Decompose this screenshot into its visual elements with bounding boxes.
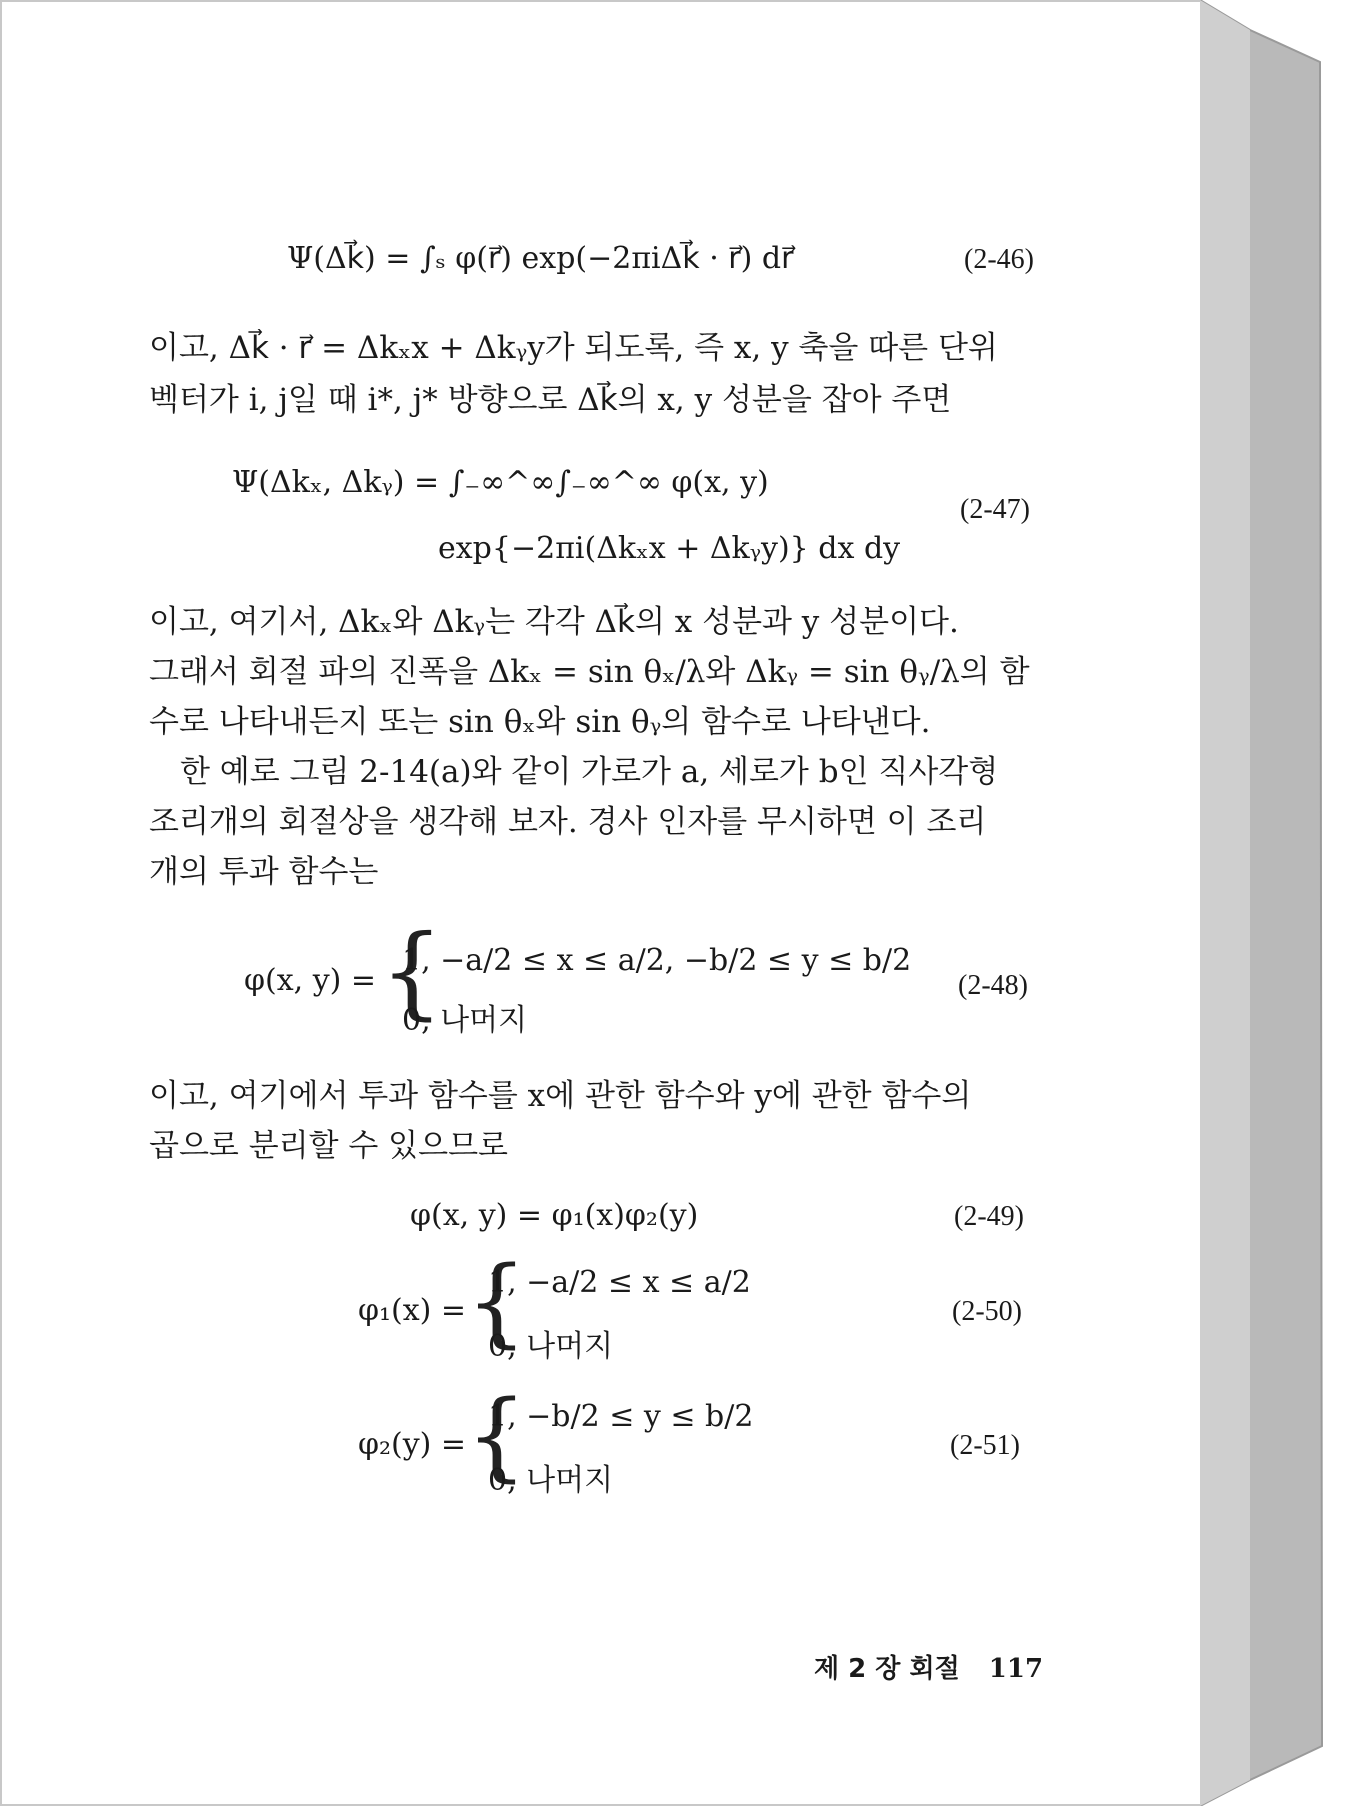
equation-2-49: φ(x, y) = φ₁(x)φ₂(y) xyxy=(410,1198,699,1233)
equation-number: (2-50) xyxy=(952,1296,1022,1327)
equation-number: (2-49) xyxy=(954,1201,1024,1232)
equation-number: (2-47) xyxy=(960,494,1030,525)
brace-icon: { xyxy=(380,913,444,1030)
equation-2-50-case2: 0, 나머지 xyxy=(488,1329,614,1364)
equation-text: Ψ(Δk⃗) = ∫ₛ φ(r⃗) exp(−2πiΔk⃗ · r⃗) dr⃗ xyxy=(287,241,794,276)
equation-2-48-case2: 0, 나머지 xyxy=(402,1003,528,1038)
equation-2-48-lhs: φ(x, y) = xyxy=(244,963,377,998)
chapter-title: 제 2 장 회절 xyxy=(814,1654,960,1684)
equation-2-51-case2: 0, 나머지 xyxy=(488,1463,614,1498)
paragraph-line: 수로 나타내든지 또는 sin θₓ와 sin θᵧ의 함수로 나타낸다. xyxy=(149,704,931,740)
equation-2-46 xyxy=(287,240,793,278)
equation-2-50-case1: 1, −a/2 ≤ x ≤ a/2 xyxy=(488,1265,751,1300)
equation-2-51-lhs: φ₂(y) = xyxy=(358,1427,467,1462)
paragraph-line: 조리개의 회절상을 생각해 보자. 경사 인자를 무시하면 이 조리 xyxy=(149,804,987,840)
equation-number: (2-51) xyxy=(950,1430,1020,1461)
equation-2-48-case1: 1, −a/2 ≤ x ≤ a/2, −b/2 ≤ y ≤ b/2 xyxy=(402,943,912,978)
equation-2-50-lhs: φ₁(x) = xyxy=(358,1293,467,1328)
brace-icon: { xyxy=(466,1380,528,1492)
paragraph-line: 벡터가 i, j일 때 i*, j* 방향으로 Δk⃗의 x, y 성분을 잡아 주면 xyxy=(149,382,952,418)
paragraph-line: 이고, 여기에서 투과 함수를 x에 관한 함수와 y에 관한 함수의 xyxy=(149,1078,972,1114)
page-number: 117 xyxy=(988,1654,1044,1684)
paragraph-line: 그래서 회절 파의 진폭을 Δkₓ = sin θₓ/λ와 Δkᵧ = sin θᵧ/λ의 함 xyxy=(149,654,1030,690)
equation-number: (2-46) xyxy=(964,244,1034,275)
equation-2-47-line1: Ψ(Δkₓ, Δkᵧ) = ∫₋∞^∞∫₋∞^∞ φ(x, y) xyxy=(232,465,769,500)
equation-number: (2-48) xyxy=(958,970,1028,1001)
paragraph-line: 개의 투과 함수는 xyxy=(149,854,379,890)
paragraph-line: 이고, Δk⃗ · r⃗ = Δkₓx + Δkᵧy가 되도록, 즉 x, y 축을 따른 단위 xyxy=(149,330,998,366)
paragraph-line: 곱으로 분리할 수 있으므로 xyxy=(149,1128,508,1164)
paragraph-line: 한 예로 그림 2-14(a)와 같이 가로가 a, 세로가 b인 직사각형 xyxy=(180,754,999,790)
equation-2-47-line2: exp{−2πi(Δkₓx + Δkᵧy)} dx dy xyxy=(438,531,901,566)
page-footer xyxy=(814,1648,1043,1685)
paragraph-line: 이고, 여기서, Δkₓ와 Δkᵧ는 각각 Δk⃗의 x 성분과 y 성분이다. xyxy=(149,604,959,640)
equation-2-51-case1: 1, −b/2 ≤ y ≤ b/2 xyxy=(488,1399,754,1434)
brace-icon: { xyxy=(466,1246,528,1358)
